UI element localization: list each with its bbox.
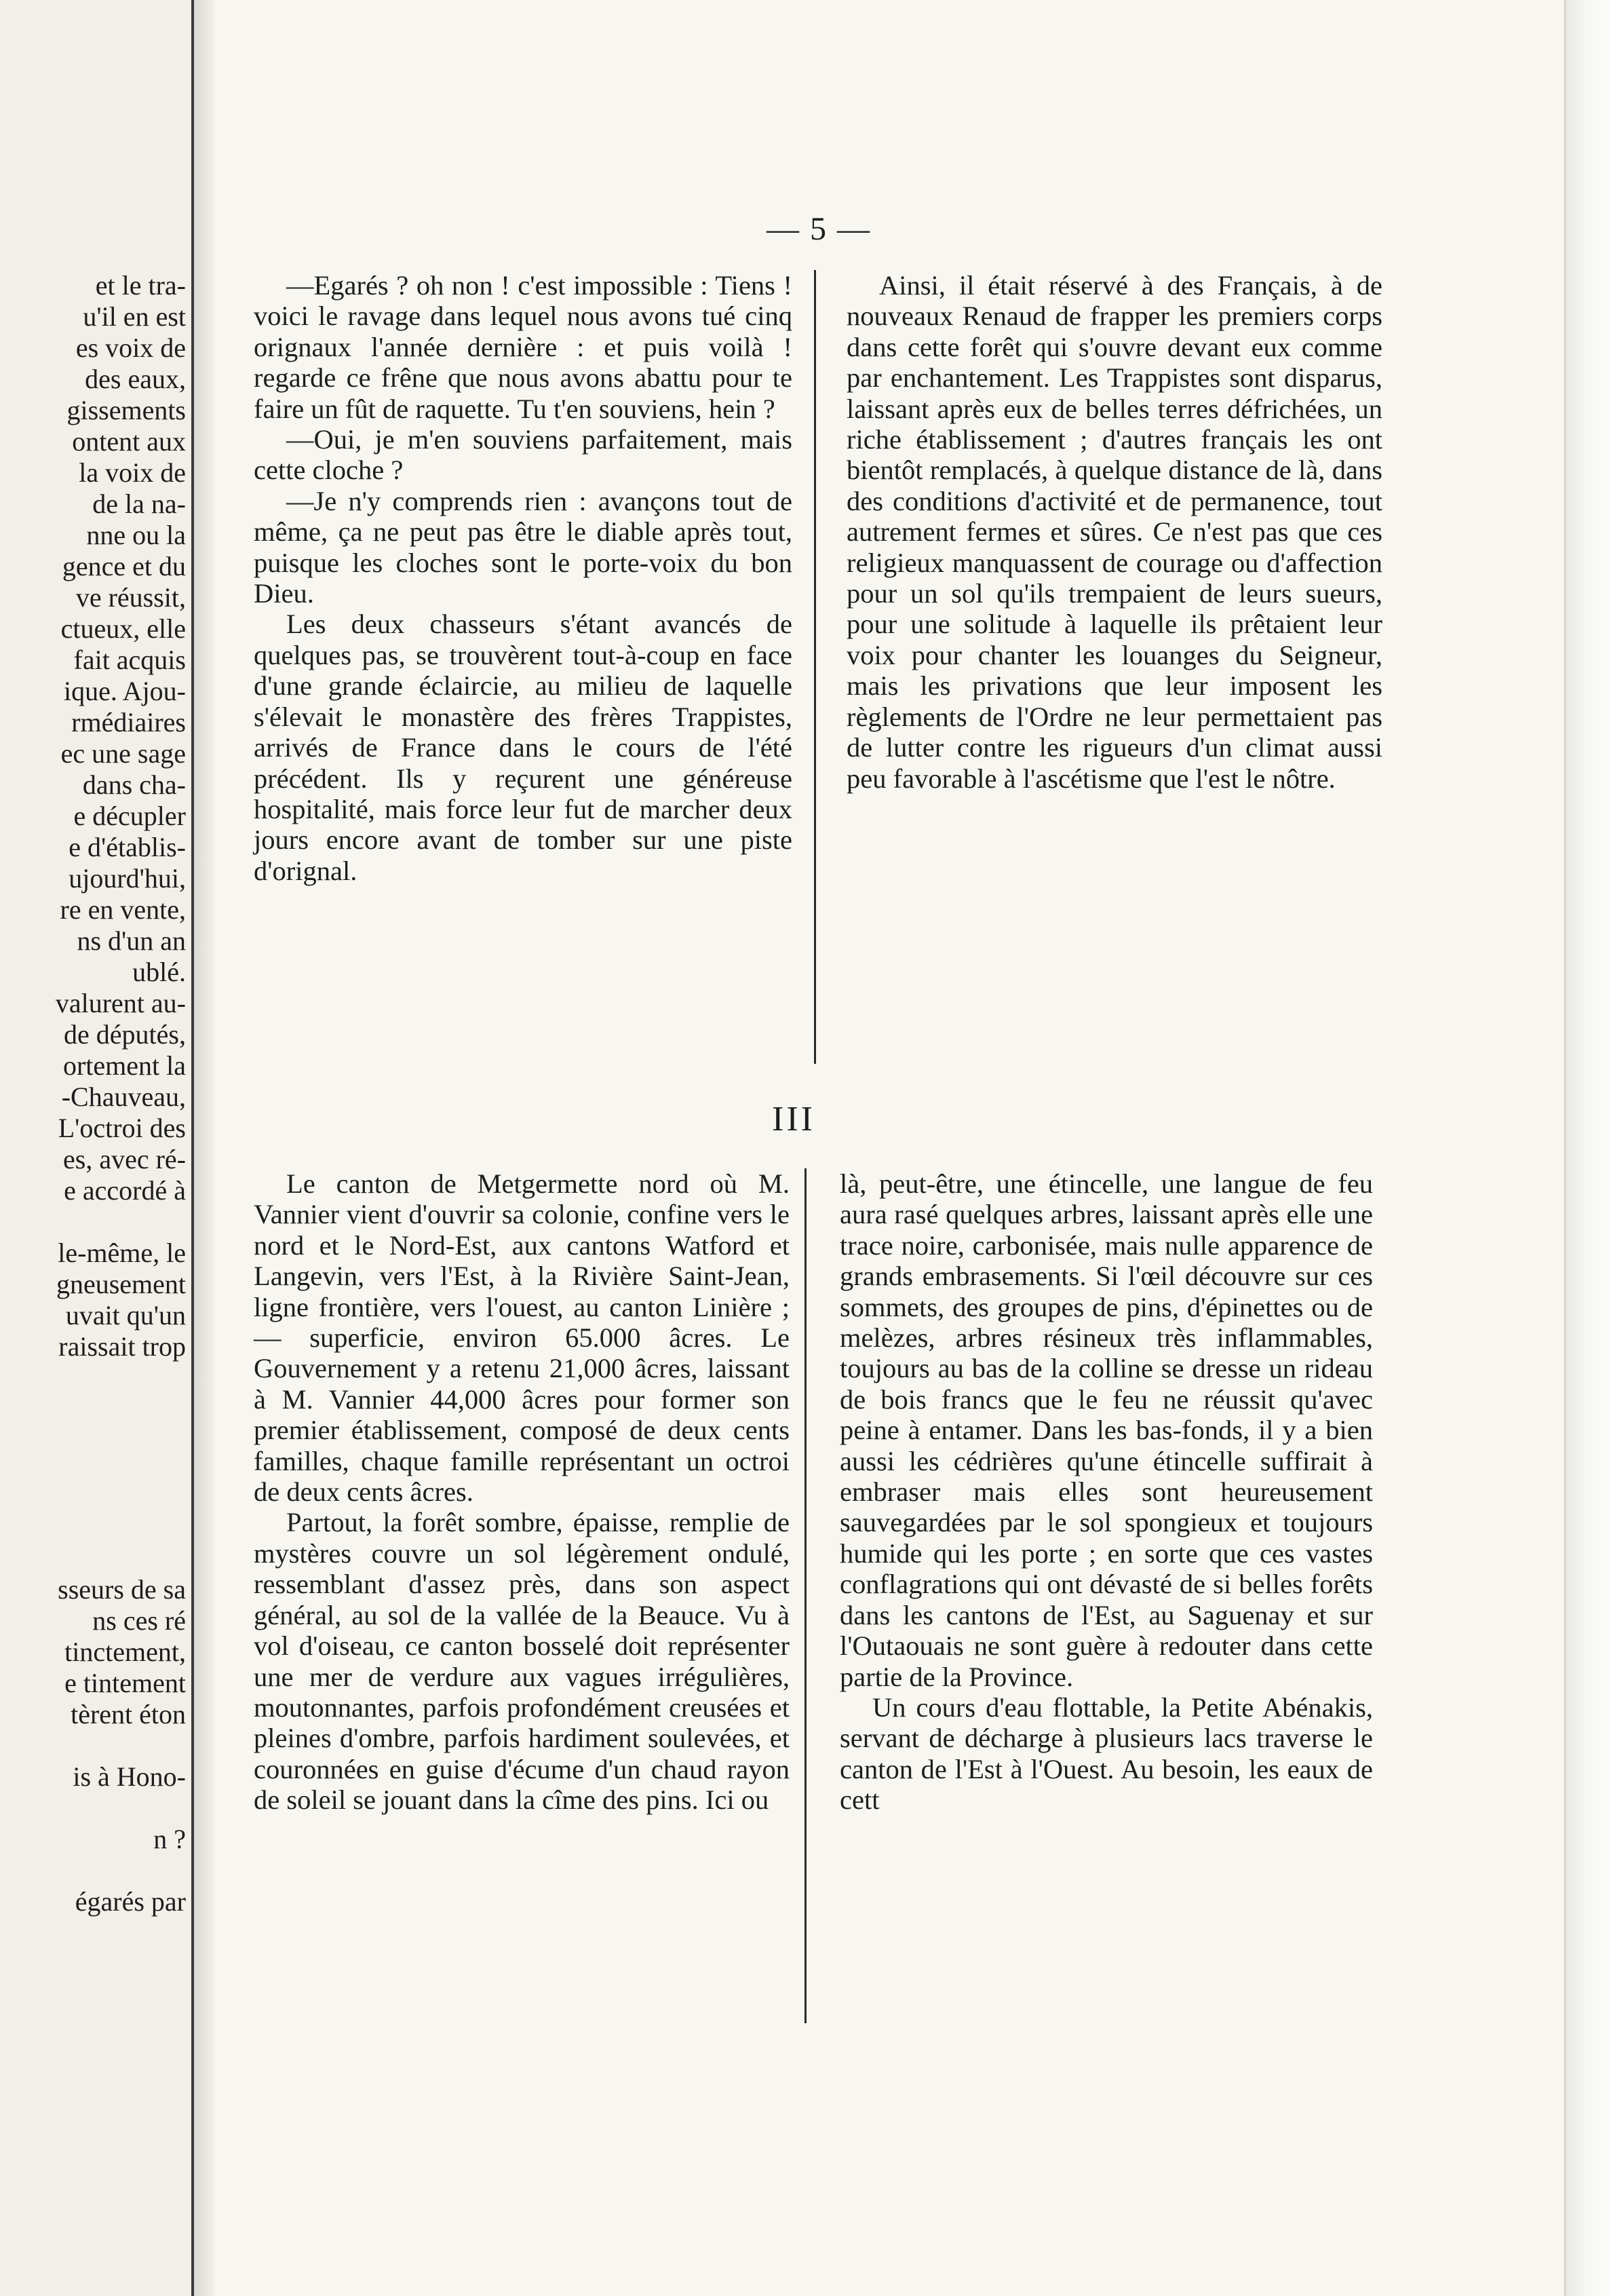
previous-page-line: des eaux, [85,364,186,394]
previous-page-line: de députés, [64,1019,186,1050]
paragraph: là, peut-être, une étincelle, une langue de feu aura rasé quelques arbres, laissant après elle une trace noire, carbonisée, mais nulle apparence de grands embrasements. Si l'œil découvre sur ces sommets, des groupes de pins, d'épinettes ou de melèzes, arbres résineux très inflammables, toujours au bas de la colline se dresse un rideau de bois francs que le feu ne réussit qu'avec peine à entamer. Dans les bas-fonds, il y a bien aussi les cédrières qu'une étincelle suffirait à embraser mais elles sont heureusement sauvegardées par le sol spongieux et toujours humide qui les porte ; en sorte que ces vastes conflagrations qui ont dévasté de si belles forêts dans les cantons de l'Est, au Saguenay et sur l'Outaouais ne sont guère à redouter dans cette partie de la Province. [840,1168,1373,1692]
previous-page-line: ec une sage [60,738,186,769]
previous-page-line: es, avec ré- [63,1144,186,1174]
top-right-column [847,270,1382,794]
previous-page-line: tinctement, [64,1637,186,1667]
previous-page-line: ublé. [132,957,186,987]
paragraph: Les deux chasseurs s'étant avancés de quelques pas, se trouvèrent tout-à-coup en face d'une grande éclaircie, au milieu de laquelle s'élevait le monastère des frères Trappistes, arrivés de France dans le cours de l'été précédent. Ils y reçurent une généreuse hospitalité, mais force leur fut de marcher deux jours encore avant de tomber sur une piste d'orignal. [254,609,792,886]
paragraph: Partout, la forêt sombre, épaisse, remplie de mystères couvre un sol légèrement ondulé, ressemblant d'assez près, dans son aspect général, au sol de la vallée de la Beauce. Vu à vol d'oiseau, ce canton bosselé doit représenter une mer de verdure aux vagues irrégulières, moutonnantes, parfois profondément creusées et pleines d'ombre, parfois hardiment soulevées, et couronnées en guise d'écume d'un chaud rayon de soleil se jouant dans la cîme des pins. Ici ou [254,1507,790,1816]
previous-page-line: gissements [66,395,186,425]
page-number: — 5 — [767,211,871,247]
previous-page-line: -Chauveau, [61,1082,186,1112]
previous-page-line: dans cha- [82,769,186,800]
previous-page-line: es voix de [75,332,186,363]
column-rule-bottom [804,1168,807,2023]
previous-page-line: u'il en est [83,301,186,332]
previous-page-line: n ? [153,1824,186,1854]
previous-page-fragment [0,0,191,2296]
paragraph: Un cours d'eau flottable, la Petite Abénakis, servant de décharge à plusieurs lacs traverse le canton de l'Est à l'Ouest. Au besoin, les eaux de cett [840,1691,1373,1816]
previous-page-line: is à Hono- [73,1761,186,1792]
previous-page-line: gence et du [62,551,186,581]
previous-page-line: le-même, le [58,1238,186,1268]
top-left-column [254,270,792,886]
previous-page-line: ns d'un an [77,925,186,956]
bottom-right-column [840,1168,1373,1816]
previous-page-line: et le tra- [95,270,186,301]
previous-page-line: ns ces ré [92,1605,186,1636]
section-heading: III [772,1100,815,1139]
previous-page-line: la voix de [79,457,186,488]
previous-page-line: ontent aux [72,426,186,457]
previous-page-line: ctueux, elle [60,613,186,644]
previous-page-line: raissait trop [58,1331,186,1362]
previous-page-line: égarés par [75,1886,186,1917]
previous-page-line: tèrent éton [71,1699,186,1729]
previous-page-line: e accordé à [64,1175,186,1206]
previous-page-line: fait acquis [73,645,186,675]
paragraph: —Je n'y comprends rien : avançons tout de même, ça ne peut pas être le diable après tout, puisque les cloches sont le porte-voix du bon Dieu. [254,485,792,609]
previous-page-line: sseurs de sa [58,1574,186,1605]
previous-page-line: e tintement [64,1668,186,1698]
bottom-left-column [254,1168,790,1816]
previous-page-line: uvait qu'un [65,1300,186,1331]
paragraph: —Oui, je m'en souviens parfaitement, mais cette cloche ? [254,424,792,486]
previous-page-line: nne ou la [86,520,186,550]
previous-page-line: re en vente, [60,894,186,925]
previous-page-line: e d'établis- [69,832,186,862]
paragraph: Ainsi, il était réservé à des Français, à de nouveaux Renaud de frapper les premiers corps dans cette forêt qui s'ouvre devant eux comme par enchantement. Les Trappistes sont disparus, laissant après eux de belles terres défrichées, un riche établissement ; d'autres français les ont bientôt remplacés, à quelque distance de là, dans des conditions d'activité et de permanence, tout autrement fermes et sûres. Ce n'est pas que ces religieux manquassent de courage ou d'affection pour un sol qu'ils trempaient de leurs sueurs, pour une solitude à laquelle ils prêtaient leur voix pour chanter les louanges du Seigneur, mais les privations que leur imposent les règlements de l'Ordre ne leur permettaient pas de lutter contre les rigueurs d'un climat aussi peu favorable à l'ascétisme que l'est le nôtre. [847,270,1382,794]
paragraph: Le canton de Metgermette nord où M. Vannier vient d'ouvrir sa colonie, confine vers le nord et le Nord-Est, aux cantons Watford et Langevin, vers l'Est, à la Rivière Saint-Jean, ligne frontière, vers l'ouest, au canton Linière ;— superficie, environ 65.000 âcres. Le Gouvernement y a retenu 21,000 âcres, laissant à M. Vannier 44,000 âcres pour former son premier établissement, composé de deux cents familles, chaque famille représentant un octroi de deux cents âcres. [254,1168,790,1508]
previous-page-line: ve réussit, [75,582,186,613]
page-right-edge [1564,0,1609,2296]
column-rule-top [814,270,816,1064]
paragraph: —Egarés ? oh non ! c'est impossible : Tiens ! voici le ravage dans lequel nous avons tué cinq orignaux l'année dernière : et puis voilà ! regarde ce frêne que nous avons abattu pour te faire un fût de raquette. Tu t'en souviens, hein ? [254,270,792,424]
previous-page-line: de la na- [92,489,186,519]
previous-page-line: valurent au- [55,988,186,1018]
previous-page-line: L'octroi des [58,1113,186,1143]
fold-shadow [194,0,214,2296]
previous-page-line: ique. Ajou- [64,676,186,706]
previous-page-line: gneusement [56,1269,186,1299]
previous-page-line: ortement la [62,1050,186,1081]
previous-page-line: ujourd'hui, [69,863,186,894]
previous-page-line: e décupler [73,801,186,831]
previous-page-line: rmédiaires [71,707,186,738]
